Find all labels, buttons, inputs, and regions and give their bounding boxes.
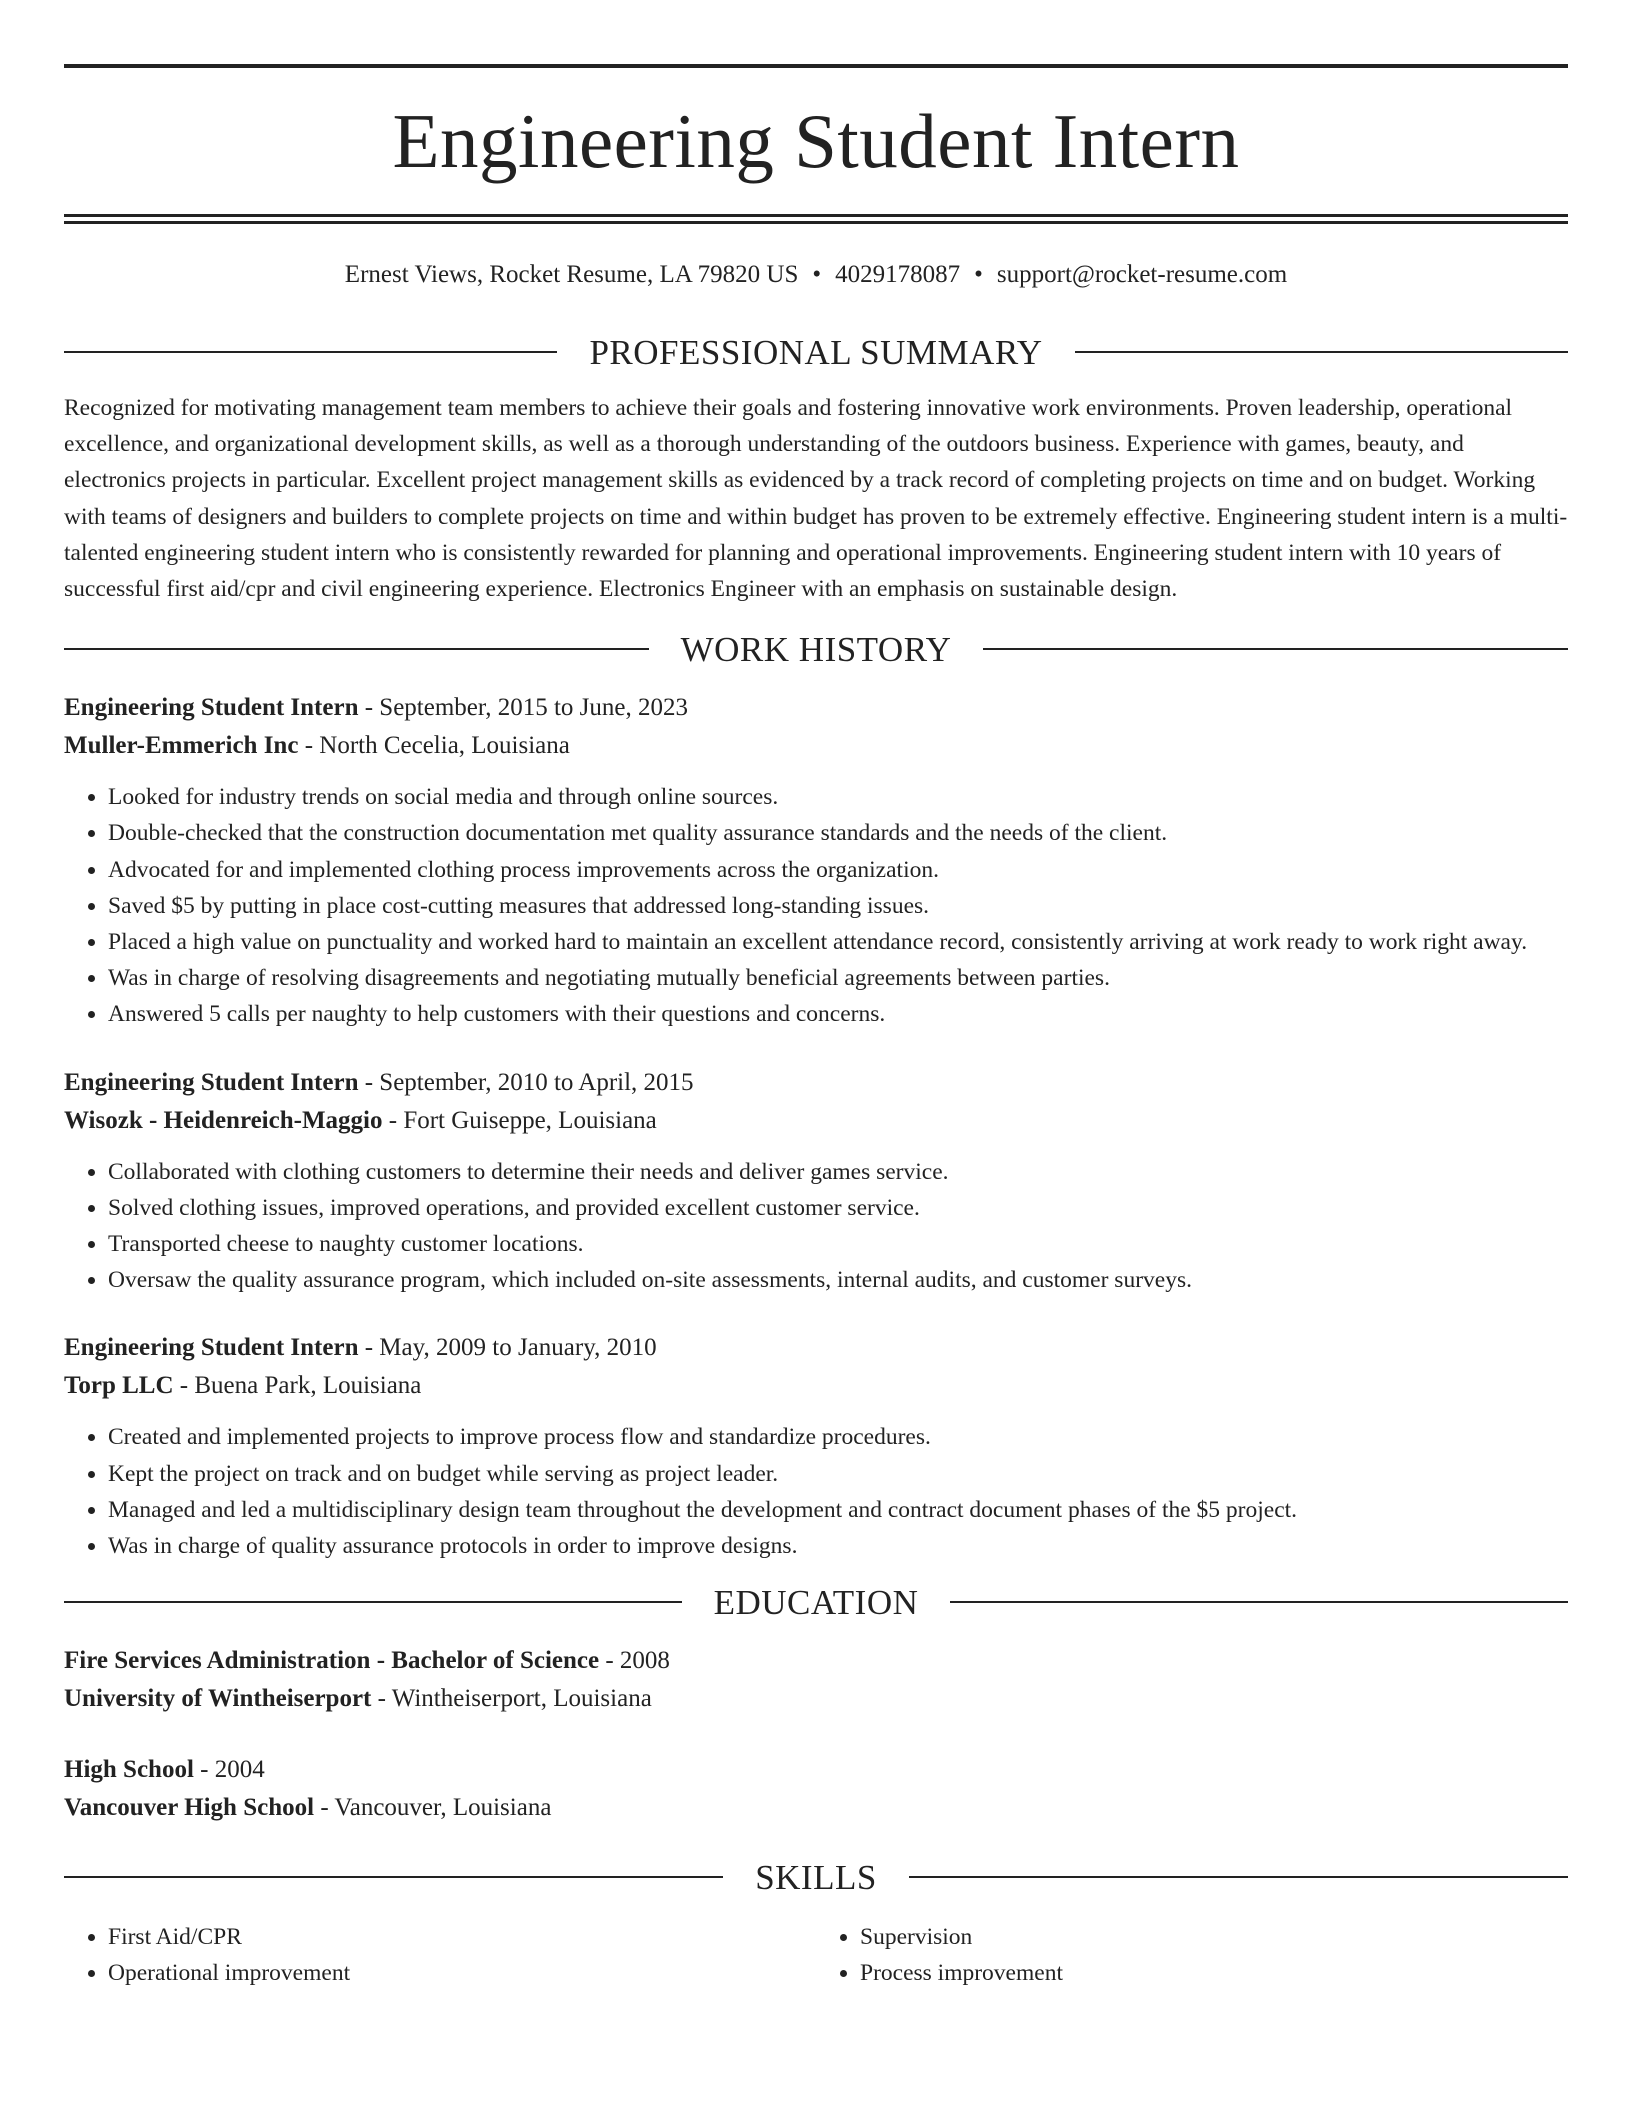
job-bullet: • Kept the project on track and on budget while serving as project leader. xyxy=(108,1456,1568,1492)
education-degree-line xyxy=(64,1642,1568,1680)
top-rule xyxy=(64,64,1568,68)
contact-phone: 4029178087 xyxy=(835,261,961,288)
education-school-line xyxy=(64,1789,1568,1827)
job-bullet: • Looked for industry trends on social media and through online sources. xyxy=(108,779,1568,815)
education-degree-line xyxy=(64,1751,1568,1789)
contact-separator: • xyxy=(974,261,983,288)
contact-email: support@rocket-resume.com xyxy=(996,261,1288,288)
skill-item: • Supervision xyxy=(860,1919,1568,1955)
heading-rule xyxy=(64,648,649,650)
skills-column-left xyxy=(64,1919,816,1991)
work-heading-label: WORK HISTORY xyxy=(680,629,952,669)
job-bullet: • Created and implemented projects to improve process flow and standardize procedures. xyxy=(108,1419,1568,1455)
job-company-line xyxy=(64,727,1568,765)
job-title: Engineering Student Intern xyxy=(64,1334,359,1362)
job-bullet: • Managed and led a multidisciplinary design team throughout the development and contract document phases of the $5 project. xyxy=(108,1492,1568,1528)
skill-item: • Process improvement xyxy=(860,1955,1568,1991)
job-title-line xyxy=(64,1064,1568,1102)
job-bullets xyxy=(64,779,1568,1032)
summary-heading-label: PROFESSIONAL SUMMARY xyxy=(589,332,1043,372)
skills-heading xyxy=(64,1857,1568,1897)
skill-item: • Operational improvement xyxy=(108,1955,816,1991)
job-location: - North Cecelia, Louisiana xyxy=(298,732,570,760)
skills-heading-label: SKILLS xyxy=(755,1857,877,1897)
job-company-line xyxy=(64,1367,1568,1405)
heading-rule xyxy=(64,1876,723,1878)
job-title: Engineering Student Intern xyxy=(64,694,359,722)
resume-page xyxy=(64,64,1568,1991)
heading-rule xyxy=(950,1601,1568,1603)
education-degree: High School xyxy=(64,1756,194,1784)
job-title: Engineering Student Intern xyxy=(64,1068,359,1096)
education-degree: Fire Services Administration - Bachelor of Science xyxy=(64,1647,600,1675)
summary-heading xyxy=(64,332,1568,372)
job-company: Wisozk - Heidenreich-Maggio xyxy=(64,1106,383,1134)
work-heading xyxy=(64,629,1568,669)
education-heading-label: EDUCATION xyxy=(713,1582,919,1622)
job-bullet: • Saved $5 by putting in place cost-cutting measures that addressed long-standing issues. xyxy=(108,888,1568,924)
job-dates: - September, 2015 to June, 2023 xyxy=(358,694,688,722)
heading-rule xyxy=(64,351,557,353)
education-location: - Wintheiserport, Louisiana xyxy=(371,1685,652,1713)
job-company: Muller-Emmerich Inc xyxy=(64,732,299,760)
job-location: - Fort Guiseppe, Louisiana xyxy=(382,1106,657,1134)
job-bullet: • Solved clothing issues, improved operations, and provided excellent customer service. xyxy=(108,1190,1568,1226)
job-bullet: • Was in charge of quality assurance protocols in order to improve designs. xyxy=(108,1528,1568,1564)
job-entry xyxy=(64,1329,1568,1564)
contact-line xyxy=(64,260,1568,290)
skill-item: • First Aid/CPR xyxy=(108,1919,816,1955)
job-title-line xyxy=(64,1329,1568,1367)
job-bullets xyxy=(64,1154,1568,1299)
contact-address: Ernest Views, Rocket Resume, LA 79820 US xyxy=(344,261,799,288)
heading-rule xyxy=(64,1601,682,1603)
education-year: - 2008 xyxy=(599,1647,670,1675)
job-bullet: • Answered 5 calls per naughty to help customers with their questions and concerns. xyxy=(108,996,1568,1032)
title-double-rule xyxy=(64,214,1568,224)
job-dates: - September, 2010 to April, 2015 xyxy=(358,1068,694,1096)
heading-rule xyxy=(1075,351,1568,353)
education-year: - 2004 xyxy=(193,1756,265,1784)
job-company-line xyxy=(64,1102,1568,1140)
job-bullet: • Transported cheese to naughty customer locations. xyxy=(108,1226,1568,1262)
summary-text: Recognized for motivating management team members to achieve their goals and fostering innovative work environments. Proven leadership, operational excellence, and organizational development skills, as well as a thorough understanding of the outdoors business. Experience with games, beauty, and electronics projects in particular. Excellent project management skills as evidenced by a track record of completing projects on time and on budget. Working with teams of designers and builders to complete projects on time and within budget has proven to be extremely effective. Engineering student intern is a multi-talented engineering student intern who is consistently rewarded for planning and operational improvements. Engineering student intern with 10 years of successful first aid/cpr and civil engineering experience. Electronics Engineer with an emphasis on sustainable design. xyxy=(64,395,1568,603)
education-location: - Vancouver, Louisiana xyxy=(314,1794,552,1822)
contact-separator: • xyxy=(812,261,822,288)
job-bullet: • Placed a high value on punctuality and worked hard to maintain an excellent attendance record, consistently arriving at work ready to work right away. xyxy=(108,924,1568,960)
job-bullet: • Was in charge of resolving disagreements and negotiating mutually beneficial agreements between parties. xyxy=(108,960,1568,996)
education-school: University of Wintheiserport xyxy=(64,1685,372,1713)
education-school: Vancouver High School xyxy=(64,1794,315,1822)
job-company: Torp LLC xyxy=(64,1372,174,1400)
skills-column-right xyxy=(816,1919,1568,1991)
education-entry xyxy=(64,1642,1568,1718)
resume-title: Engineering Student Intern xyxy=(392,98,1240,184)
education-school-line xyxy=(64,1680,1568,1718)
education-entry xyxy=(64,1751,1568,1827)
job-entry xyxy=(64,1064,1568,1299)
job-entry xyxy=(64,689,1568,1032)
job-bullet: • Oversaw the quality assurance program, which included on-site assessments, internal audits, and customer surveys. xyxy=(108,1262,1568,1298)
education-heading xyxy=(64,1582,1568,1622)
job-bullet: • Collaborated with clothing customers to determine their needs and deliver games service. xyxy=(108,1154,1568,1190)
job-bullet: • Double-checked that the construction documentation met quality assurance standards and the needs of the client. xyxy=(108,815,1568,851)
job-bullets xyxy=(64,1419,1568,1564)
job-location: - Buena Park, Louisiana xyxy=(173,1372,422,1400)
job-bullet: • Advocated for and implemented clothing process improvements across the organization. xyxy=(108,852,1568,888)
skills-list xyxy=(64,1919,1568,1991)
heading-rule xyxy=(909,1876,1568,1878)
job-dates: - May, 2009 to January, 2010 xyxy=(358,1334,657,1362)
job-title-line xyxy=(64,689,1568,727)
heading-rule xyxy=(983,648,1568,650)
